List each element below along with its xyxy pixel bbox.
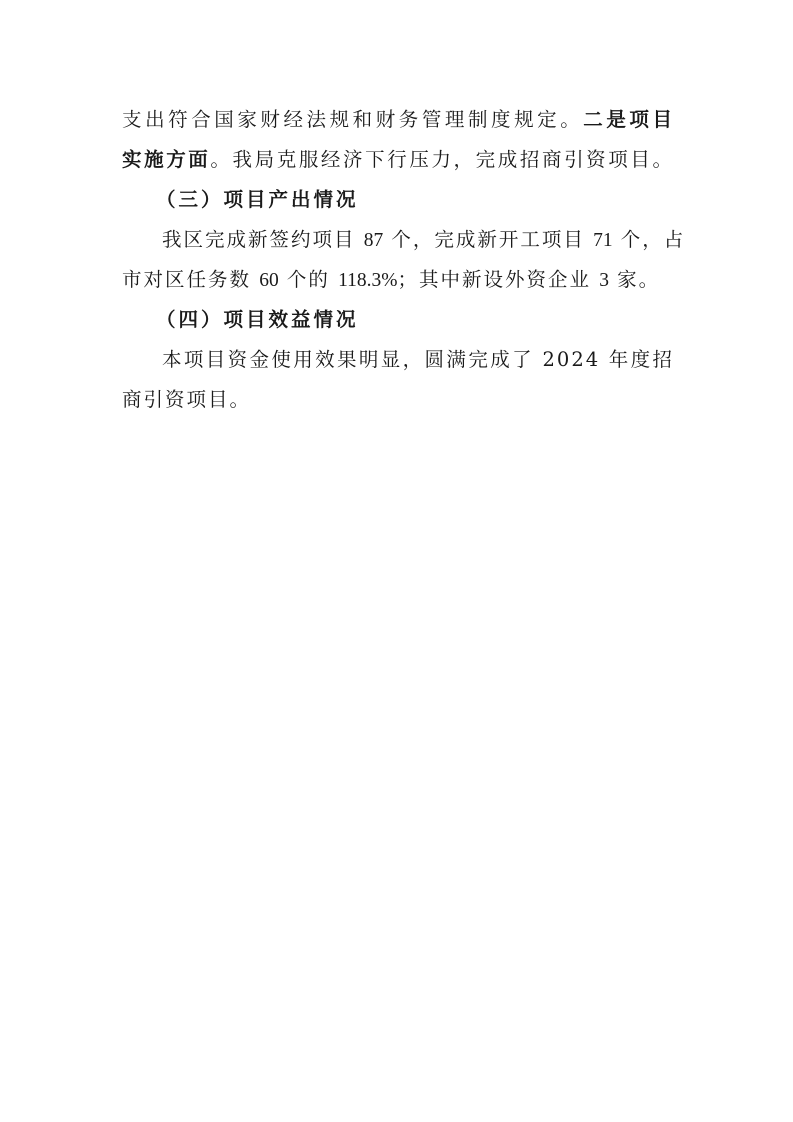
body-text: 市对区任务数 — [122, 268, 260, 291]
paragraph-budget-compliance-line-2 — [122, 140, 674, 180]
paragraph-project-output-line-1 — [122, 220, 686, 260]
completion-percentage: 118.3% — [338, 270, 398, 291]
body-text: 个的 — [278, 268, 339, 291]
body-text: 我区完成新签约项目 — [162, 228, 364, 251]
bold-lead-text: 实施方面 — [122, 148, 211, 171]
section-heading-project-benefit: （四）项目效益情况 — [156, 308, 359, 331]
body-text: 个，完成新开工项目 — [383, 228, 594, 251]
body-text: 支出符合国家财经法规和财务管理制度规定。 — [122, 108, 584, 131]
new-started-projects-count: 71 — [593, 230, 613, 251]
paragraph-project-output-line-2 — [122, 260, 674, 300]
document-body — [122, 100, 686, 420]
body-text: 家。 — [608, 268, 661, 291]
body-text: 个，占 — [612, 228, 686, 251]
signed-projects-count: 87 — [363, 230, 384, 251]
paragraph-project-benefit-line-1: 本项目资金使用效果明显，圆满完成了 2024 年度招 — [162, 348, 674, 371]
paragraph-project-benefit-line-2: 商引资项目。 — [122, 388, 252, 411]
foreign-enterprise-count: 3 — [599, 270, 609, 291]
bold-lead-text: 二是项目 — [583, 108, 674, 131]
task-count: 60 — [259, 270, 279, 291]
paragraph-budget-compliance-line-1 — [122, 100, 674, 140]
body-text: 。我局克服经济下行压力，完成招商引资项目。 — [210, 148, 674, 171]
section-heading-project-output: （三）项目产出情况 — [156, 188, 359, 211]
body-text: ；其中新设外资企业 — [397, 268, 600, 291]
